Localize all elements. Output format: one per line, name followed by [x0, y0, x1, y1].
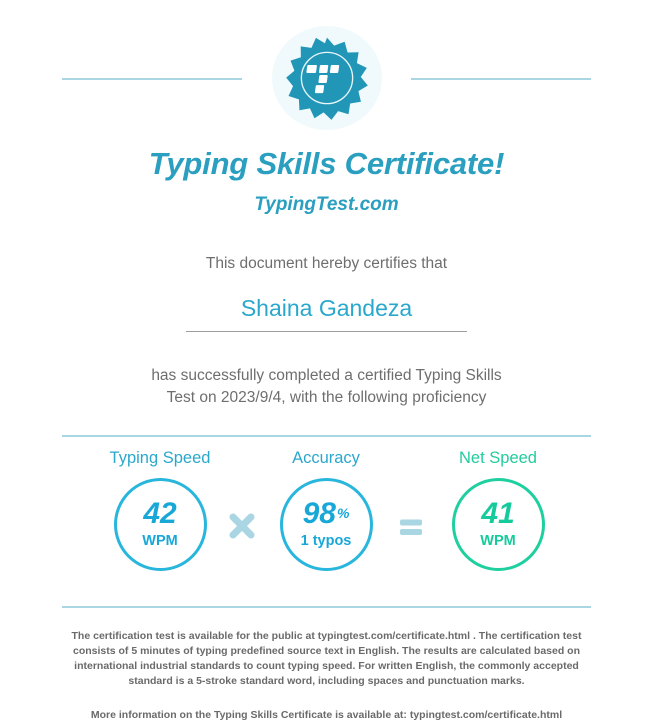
stats-rule-top — [62, 435, 591, 437]
stat-value-net-speed — [481, 499, 514, 529]
stat-value-number: 98 — [302, 497, 336, 530]
typingtest-badge-icon — [285, 36, 369, 120]
footer-line-3: international industrial standards to count typing speed. For written English, the commonly accepted — [74, 660, 579, 672]
percent-symbol: % — [336, 505, 350, 521]
stats-section — [0, 449, 653, 585]
stat-circle-net-speed — [452, 478, 545, 571]
stat-circle-accuracy — [280, 478, 373, 571]
stat-value-accuracy — [303, 499, 350, 529]
stat-net-speed — [418, 449, 578, 571]
stat-unit-typing-speed: WPM — [142, 533, 178, 549]
stat-typing-speed — [80, 449, 240, 571]
footer-line-1: The certification test is available for the public at typingtest.com/certificate.html . The certification test — [71, 630, 582, 642]
stat-accuracy — [246, 449, 406, 571]
recipient-name-underline — [186, 331, 467, 332]
footer-disclaimer — [0, 629, 653, 689]
footer-line-2: consists of 5 minutes of typing predefined source text in English. The results are calculated based on — [72, 645, 581, 657]
stat-value-number: 41 — [481, 497, 515, 530]
recipient-name: Shaina Gandeza — [240, 295, 413, 321]
certificate-header-band — [0, 0, 653, 118]
stat-label-typing-speed: Typing Speed — [109, 449, 211, 467]
stat-value-number: 42 — [143, 497, 177, 530]
stat-value-typing-speed — [143, 499, 176, 529]
certifies-line: This document hereby certifies that — [205, 255, 448, 272]
footer-line-4: standard is a 5-stroke standard word, including spaces and punctuation marks. — [128, 675, 525, 687]
stats-rule-bottom — [62, 606, 591, 608]
header-rule-right — [411, 78, 591, 80]
certificate-subtitle: TypingTest.com — [254, 194, 399, 215]
stat-circle-typing-speed — [114, 478, 207, 571]
completion-statement — [0, 365, 653, 409]
stat-label-accuracy: Accuracy — [292, 449, 360, 467]
stat-unit-net-speed: WPM — [480, 533, 516, 549]
header-rule-left — [62, 78, 242, 80]
footer-more-info: More information on the Typing Skills Certificate is available at: typingtest.com/certificate.html — [90, 709, 563, 721]
completion-line-1: has successfully completed a certified Typing Skills — [151, 367, 502, 384]
stat-typos-accuracy: 1 typos — [300, 533, 352, 549]
certificate-title: Typing Skills Certificate! — [148, 146, 505, 181]
stat-label-net-speed: Net Speed — [459, 449, 537, 467]
completion-line-2: Test on 2023/9/4, with the following proficiency — [166, 389, 487, 406]
recipient-block — [186, 295, 467, 332]
brand-logo — [272, 26, 382, 130]
